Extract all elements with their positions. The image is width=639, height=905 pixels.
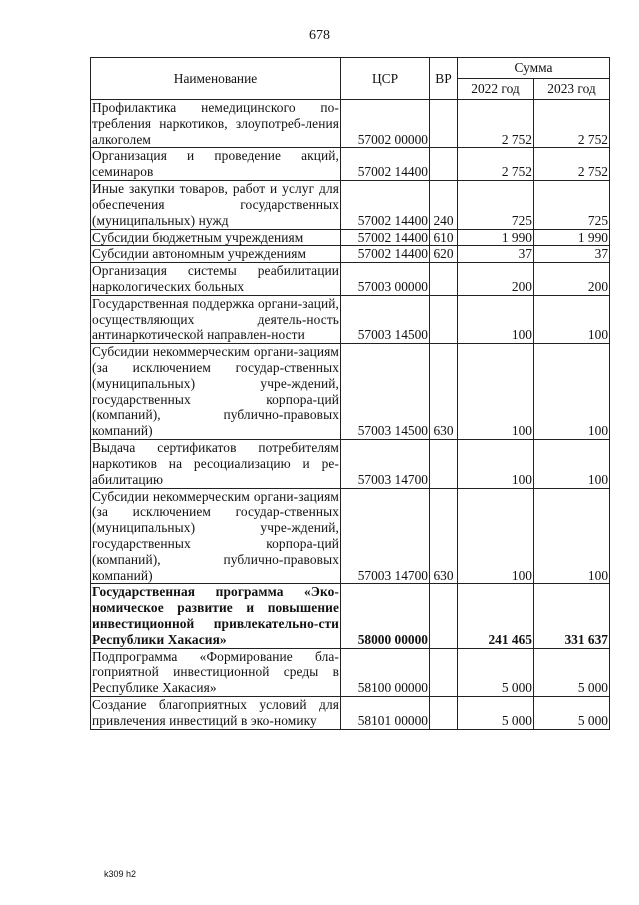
table-row — [91, 488, 610, 584]
cell-csr: 57002 14400 — [341, 229, 430, 246]
cell-sum-2023: 100 — [534, 344, 610, 440]
cell-name: Субсидии некоммерческим органи-зациям (за исключением государ-ственных (муниципальных) учре-ждений, государственных корпора-ций (компаний), публично-правовых компаний) — [92, 344, 339, 439]
cell-csr: 57003 14500 — [341, 295, 430, 343]
cell-name: Выдача сертификатов потребителям наркотиков на ресоциализацию и ре-абилитацию — [92, 440, 339, 487]
cell-csr: 58000 00000 — [341, 584, 430, 648]
cell-sum-2022: 100 — [458, 344, 534, 440]
cell-name: Субсидии бюджетным учреждениям — [91, 229, 341, 246]
table-row — [91, 344, 610, 440]
table-row — [91, 648, 610, 696]
header-year-2022: 2022 год — [458, 79, 534, 100]
cell-vr — [430, 148, 458, 181]
cell-vr — [430, 440, 458, 488]
cell-vr: 620 — [430, 246, 458, 263]
cell-csr: 57003 00000 — [341, 263, 430, 296]
cell-sum-2022: 2 752 — [458, 100, 534, 148]
cell-vr: 240 — [430, 181, 458, 229]
cell-csr: 57003 14700 — [341, 488, 430, 584]
cell-sum-2022: 5 000 — [458, 697, 534, 730]
cell-sum-2023: 331 637 — [534, 584, 610, 648]
header-csr: ЦСР — [341, 58, 430, 100]
cell-sum-2022: 100 — [458, 440, 534, 488]
table-row — [91, 229, 610, 246]
cell-sum-2022: 2 752 — [458, 148, 534, 181]
table-row — [91, 181, 610, 229]
cell-vr — [430, 648, 458, 696]
cell-sum-2023: 100 — [534, 295, 610, 343]
table-header — [91, 58, 610, 100]
footer-code: k309 h2 — [104, 869, 137, 879]
cell-sum-2023: 100 — [534, 488, 610, 584]
cell-name: Государственная поддержка органи-заций, осуществляющих деятель-ность антинаркотической направлен-ности — [92, 295, 339, 343]
table-body — [91, 100, 610, 730]
cell-vr — [430, 697, 458, 730]
cell-name: Субсидии некоммерческим органи-зациям (за исключением государ-ственных (муниципальных) учре-ждений, государственных корпора-ций (компаний), публично-правовых компаний) — [92, 488, 339, 583]
cell-sum-2023: 100 — [534, 440, 610, 488]
cell-sum-2022: 100 — [458, 488, 534, 584]
cell-csr: 57002 00000 — [341, 100, 430, 148]
cell-csr: 57002 14400 — [341, 148, 430, 181]
cell-vr — [430, 100, 458, 148]
cell-sum-2023: 2 752 — [534, 100, 610, 148]
cell-sum-2023: 5 000 — [534, 697, 610, 730]
cell-name: Организация и проведение акций, семинаров — [92, 148, 339, 180]
table-row — [91, 100, 610, 148]
table-row — [91, 697, 610, 730]
cell-csr: 57003 14500 — [341, 344, 430, 440]
cell-sum-2023: 725 — [534, 181, 610, 229]
cell-csr: 57003 14700 — [341, 440, 430, 488]
cell-sum-2022: 200 — [458, 263, 534, 296]
header-sum: Сумма — [458, 58, 610, 79]
cell-vr — [430, 263, 458, 296]
budget-table — [90, 57, 610, 730]
table-row — [91, 246, 610, 263]
cell-name: Иные закупки товаров, работ и услуг для обеспечения государственных (муниципальных) нужд — [92, 181, 339, 228]
cell-name: Подпрограмма «Формирование бла-гоприятной инвестиционной среды в Республике Хакасия» — [92, 648, 339, 696]
header-year-2023: 2023 год — [534, 79, 610, 100]
cell-sum-2022: 100 — [458, 295, 534, 343]
cell-sum-2022: 5 000 — [458, 648, 534, 696]
table-row — [91, 295, 610, 343]
cell-csr: 57002 14400 — [341, 246, 430, 263]
cell-sum-2022: 37 — [458, 246, 534, 263]
cell-sum-2023: 2 752 — [534, 148, 610, 181]
cell-sum-2022: 725 — [458, 181, 534, 229]
table-row — [91, 263, 610, 296]
cell-vr — [430, 295, 458, 343]
cell-name: Профилактика немедицинского по-требления наркотиков, злоупотреб-ления алкоголем — [92, 100, 339, 147]
cell-csr: 58101 00000 — [341, 697, 430, 730]
cell-vr: 610 — [430, 229, 458, 246]
cell-sum-2022: 1 990 — [458, 229, 534, 246]
header-name: Наименование — [91, 58, 341, 100]
cell-vr: 630 — [430, 344, 458, 440]
table-row — [91, 440, 610, 488]
cell-sum-2023: 37 — [534, 246, 610, 263]
cell-sum-2023: 1 990 — [534, 229, 610, 246]
cell-sum-2023: 5 000 — [534, 648, 610, 696]
table-row — [91, 584, 610, 648]
cell-csr: 58100 00000 — [341, 648, 430, 696]
cell-sum-2022: 241 465 — [458, 584, 534, 648]
cell-sum-2023: 200 — [534, 263, 610, 296]
table-row — [91, 148, 610, 181]
header-vr: ВР — [430, 58, 458, 100]
cell-name: Организация системы реабилитации наркологических больных — [92, 263, 339, 294]
cell-csr: 57002 14400 — [341, 181, 430, 229]
cell-name: Государственная программа «Эко-номическое развитие и повышение инвестиционной привлекательно-сти Республики Хакасия» — [92, 584, 339, 647]
cell-name: Субсидии автономным учреждениям — [91, 246, 341, 263]
page-number: 678 — [309, 28, 330, 43]
cell-vr: 630 — [430, 488, 458, 584]
cell-name: Создание благоприятных условий для привлечения инвестиций в эко-номику — [92, 697, 339, 728]
cell-vr — [430, 584, 458, 648]
